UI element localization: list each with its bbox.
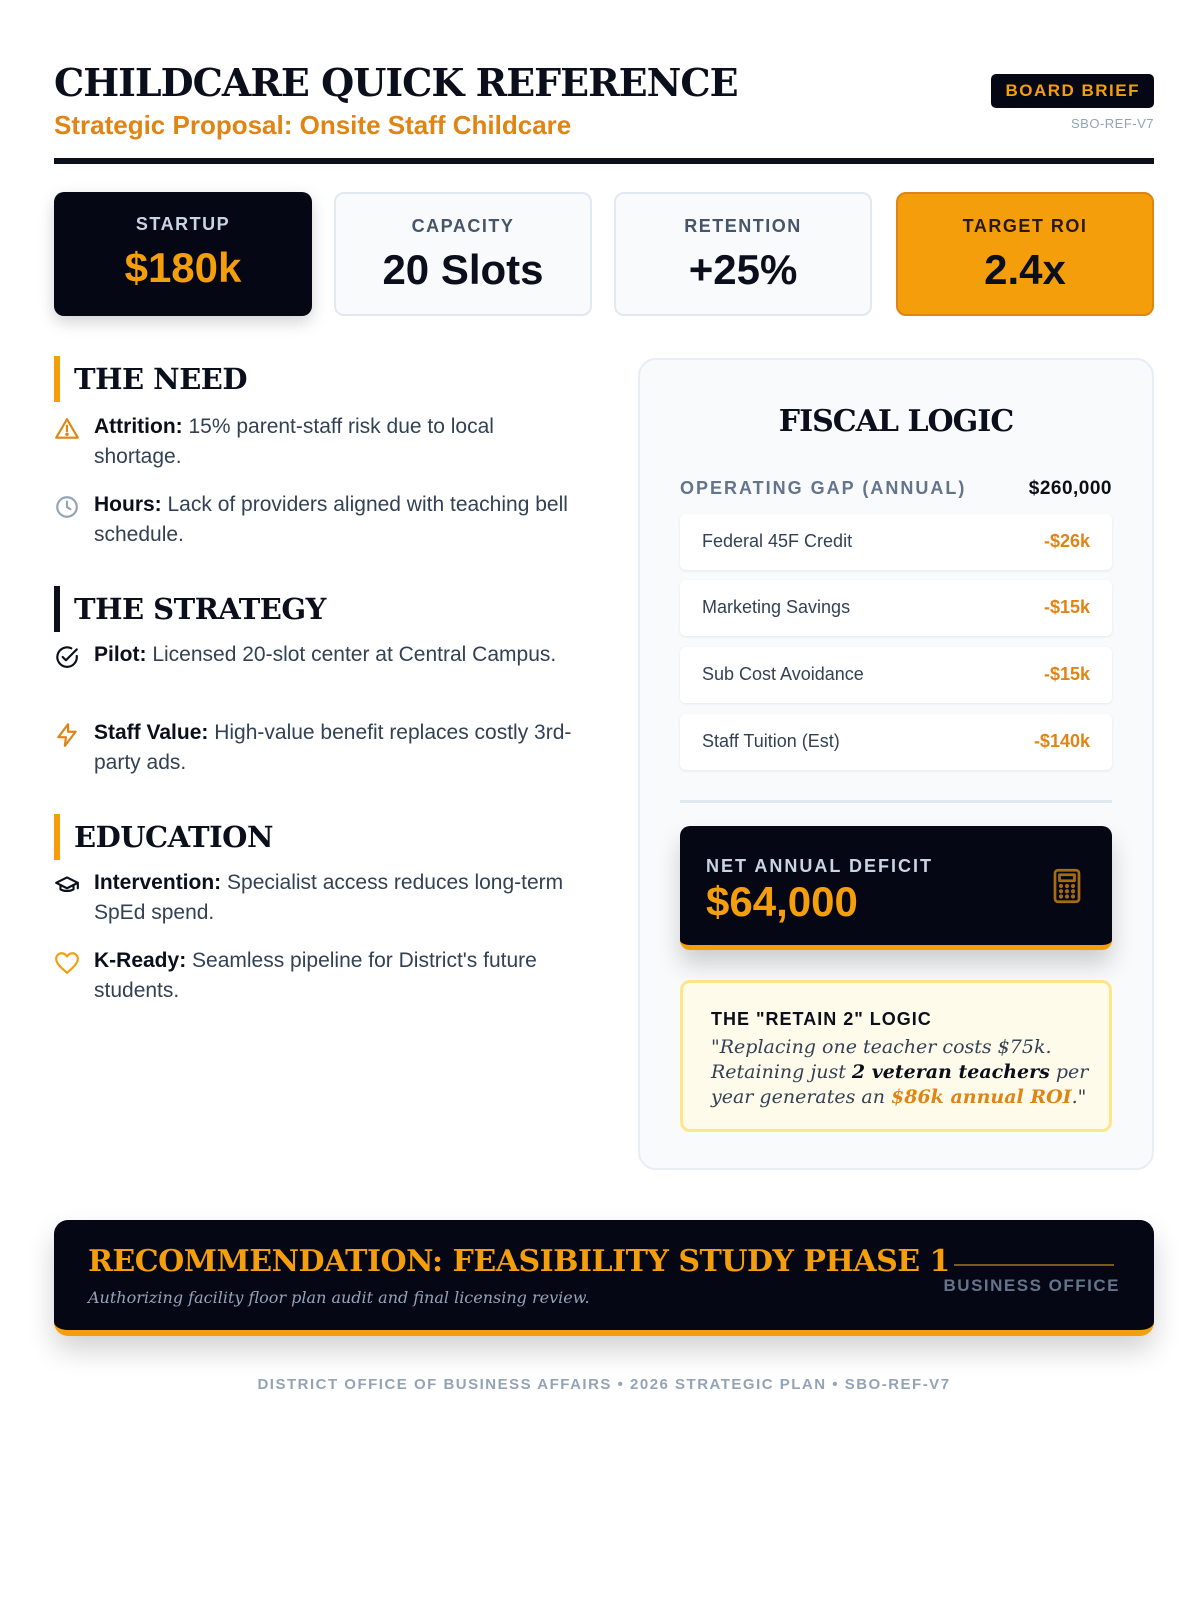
list-item [54, 868, 594, 932]
kpi-label: TARGET ROI [962, 216, 1088, 236]
item-text [94, 718, 574, 778]
header [54, 56, 1154, 166]
item-text [94, 946, 574, 1006]
kpi-label: CAPACITY [411, 216, 515, 236]
kpi-label: RETENTION [684, 216, 802, 236]
list-item [54, 640, 594, 704]
kpi-card-startup [54, 192, 312, 316]
offset-value: -$15k [1043, 597, 1090, 617]
offset-value: -$26k [1043, 531, 1090, 551]
item-text [94, 490, 574, 550]
fiscal-title: FISCAL LOGIC [778, 404, 1014, 439]
offset-value: -$140k [1033, 731, 1090, 751]
list-item [54, 412, 594, 476]
section-accent-bar [54, 814, 60, 860]
item-label: Pilot: [94, 643, 147, 666]
fiscal-divider [680, 800, 1112, 803]
footer: DISTRICT OFFICE OF BUSINESS AFFAIRS • 2026 STRATEGIC PLAN • SBO-REF-V7 [257, 1376, 951, 1393]
business-office-label: BUSINESS OFFICE [943, 1276, 1120, 1295]
quote-text: per year generates an [711, 1061, 1089, 1108]
retain-2-logic-callout [680, 980, 1112, 1132]
offset-row [680, 714, 1112, 770]
section-accent-bar [54, 356, 60, 402]
item-text [94, 412, 574, 472]
kpi-value: $180k [124, 244, 242, 291]
list-item [54, 718, 594, 782]
kpi-card-capacity [334, 192, 592, 316]
quote-text: "Replacing one teacher costs $75k. Retaining just [711, 1036, 1052, 1083]
reference-code: SBO-REF-V7 [1070, 116, 1154, 131]
calculator-icon [1052, 868, 1082, 904]
section-title: THE STRATEGY [74, 592, 326, 626]
kpi-card-retention [614, 192, 872, 316]
section-header [54, 814, 594, 860]
kpi-label: STARTUP [135, 214, 231, 234]
recommendation-subtitle: Authorizing facility floor plan audit and final licensing review. [88, 1288, 590, 1307]
kpi-value: +25% [688, 246, 798, 293]
lightning-icon [54, 722, 80, 748]
net-deficit-card [680, 826, 1112, 950]
item-text [94, 640, 574, 670]
page [54, 0, 1154, 1600]
graduation-cap-icon [54, 872, 80, 898]
item-label: Staff Value: [94, 721, 209, 744]
heart-icon [54, 950, 80, 976]
item-description: Specialist access reduces long-term SpEd spend. [94, 871, 564, 924]
left-column [54, 356, 594, 1036]
operating-gap-label: OPERATING GAP (ANNUAL) [680, 478, 967, 498]
section-header [54, 586, 594, 632]
offset-label: Staff Tuition (Est) [702, 731, 840, 751]
item-description: Seamless pipeline for District's future students. [94, 949, 537, 1002]
quote-highlight: $86k annual ROI [891, 1086, 1072, 1108]
section-title: EDUCATION [74, 820, 273, 854]
section-accent-bar [54, 586, 60, 632]
item-label: Intervention: [94, 871, 222, 894]
clock-icon [54, 494, 80, 520]
item-label: Hours: [94, 493, 162, 516]
offset-label: Sub Cost Avoidance [702, 664, 864, 684]
retain-title: THE "RETAIN 2" LOGIC [711, 1009, 932, 1029]
recommendation-title: RECOMMENDATION: FEASIBILITY STUDY PHASE 1 [88, 1244, 950, 1279]
operating-gap-value: $260,000 [1028, 478, 1112, 499]
list-item [54, 946, 594, 1010]
deficit-label: NET ANNUAL DEFICIT [706, 856, 933, 876]
item-description: High-value benefit replaces costly 3rd-party ads. [94, 721, 572, 774]
item-label: Attrition: [94, 415, 183, 438]
list-item [54, 490, 594, 554]
offset-row [680, 647, 1112, 703]
offset-label: Marketing Savings [702, 597, 851, 617]
offset-row [680, 580, 1112, 636]
section-header [54, 356, 594, 402]
header-divider [54, 158, 1154, 164]
kpi-card-target-roi [896, 192, 1154, 316]
kpi-value: 20 Slots [382, 246, 544, 293]
offset-value: -$15k [1043, 664, 1090, 684]
kpi-value: 2.4x [984, 246, 1066, 293]
recommendation-banner [54, 1220, 1154, 1336]
page-title: CHILDCARE QUICK REFERENCE [54, 60, 738, 105]
item-description: Lack of providers aligned with teaching bell schedule. [94, 493, 568, 546]
warning-triangle-icon [54, 416, 80, 442]
section-title: THE NEED [74, 362, 248, 396]
item-text [94, 868, 574, 928]
fiscal-logic-panel [638, 358, 1154, 1170]
quote-emphasis: 2 veteran teachers [851, 1061, 1050, 1083]
retain-quote [711, 1035, 1091, 1110]
item-description: Licensed 20-slot center at Central Campus. [146, 643, 557, 666]
offset-label: Federal 45F Credit [702, 531, 853, 551]
item-label: K-Ready: [94, 949, 187, 972]
kpi-row [54, 192, 1154, 316]
deficit-value: $64,000 [706, 878, 858, 925]
offset-row [680, 514, 1112, 570]
check-circle-icon [54, 644, 80, 670]
quote-text: ." [1071, 1086, 1087, 1108]
page-subtitle: Strategic Proposal: Onsite Staff Childcare [54, 110, 572, 140]
board-brief-badge: BOARD BRIEF [991, 74, 1154, 108]
signature-line [954, 1264, 1114, 1266]
item-description: 15% parent-staff risk due to local shortage. [94, 415, 494, 468]
